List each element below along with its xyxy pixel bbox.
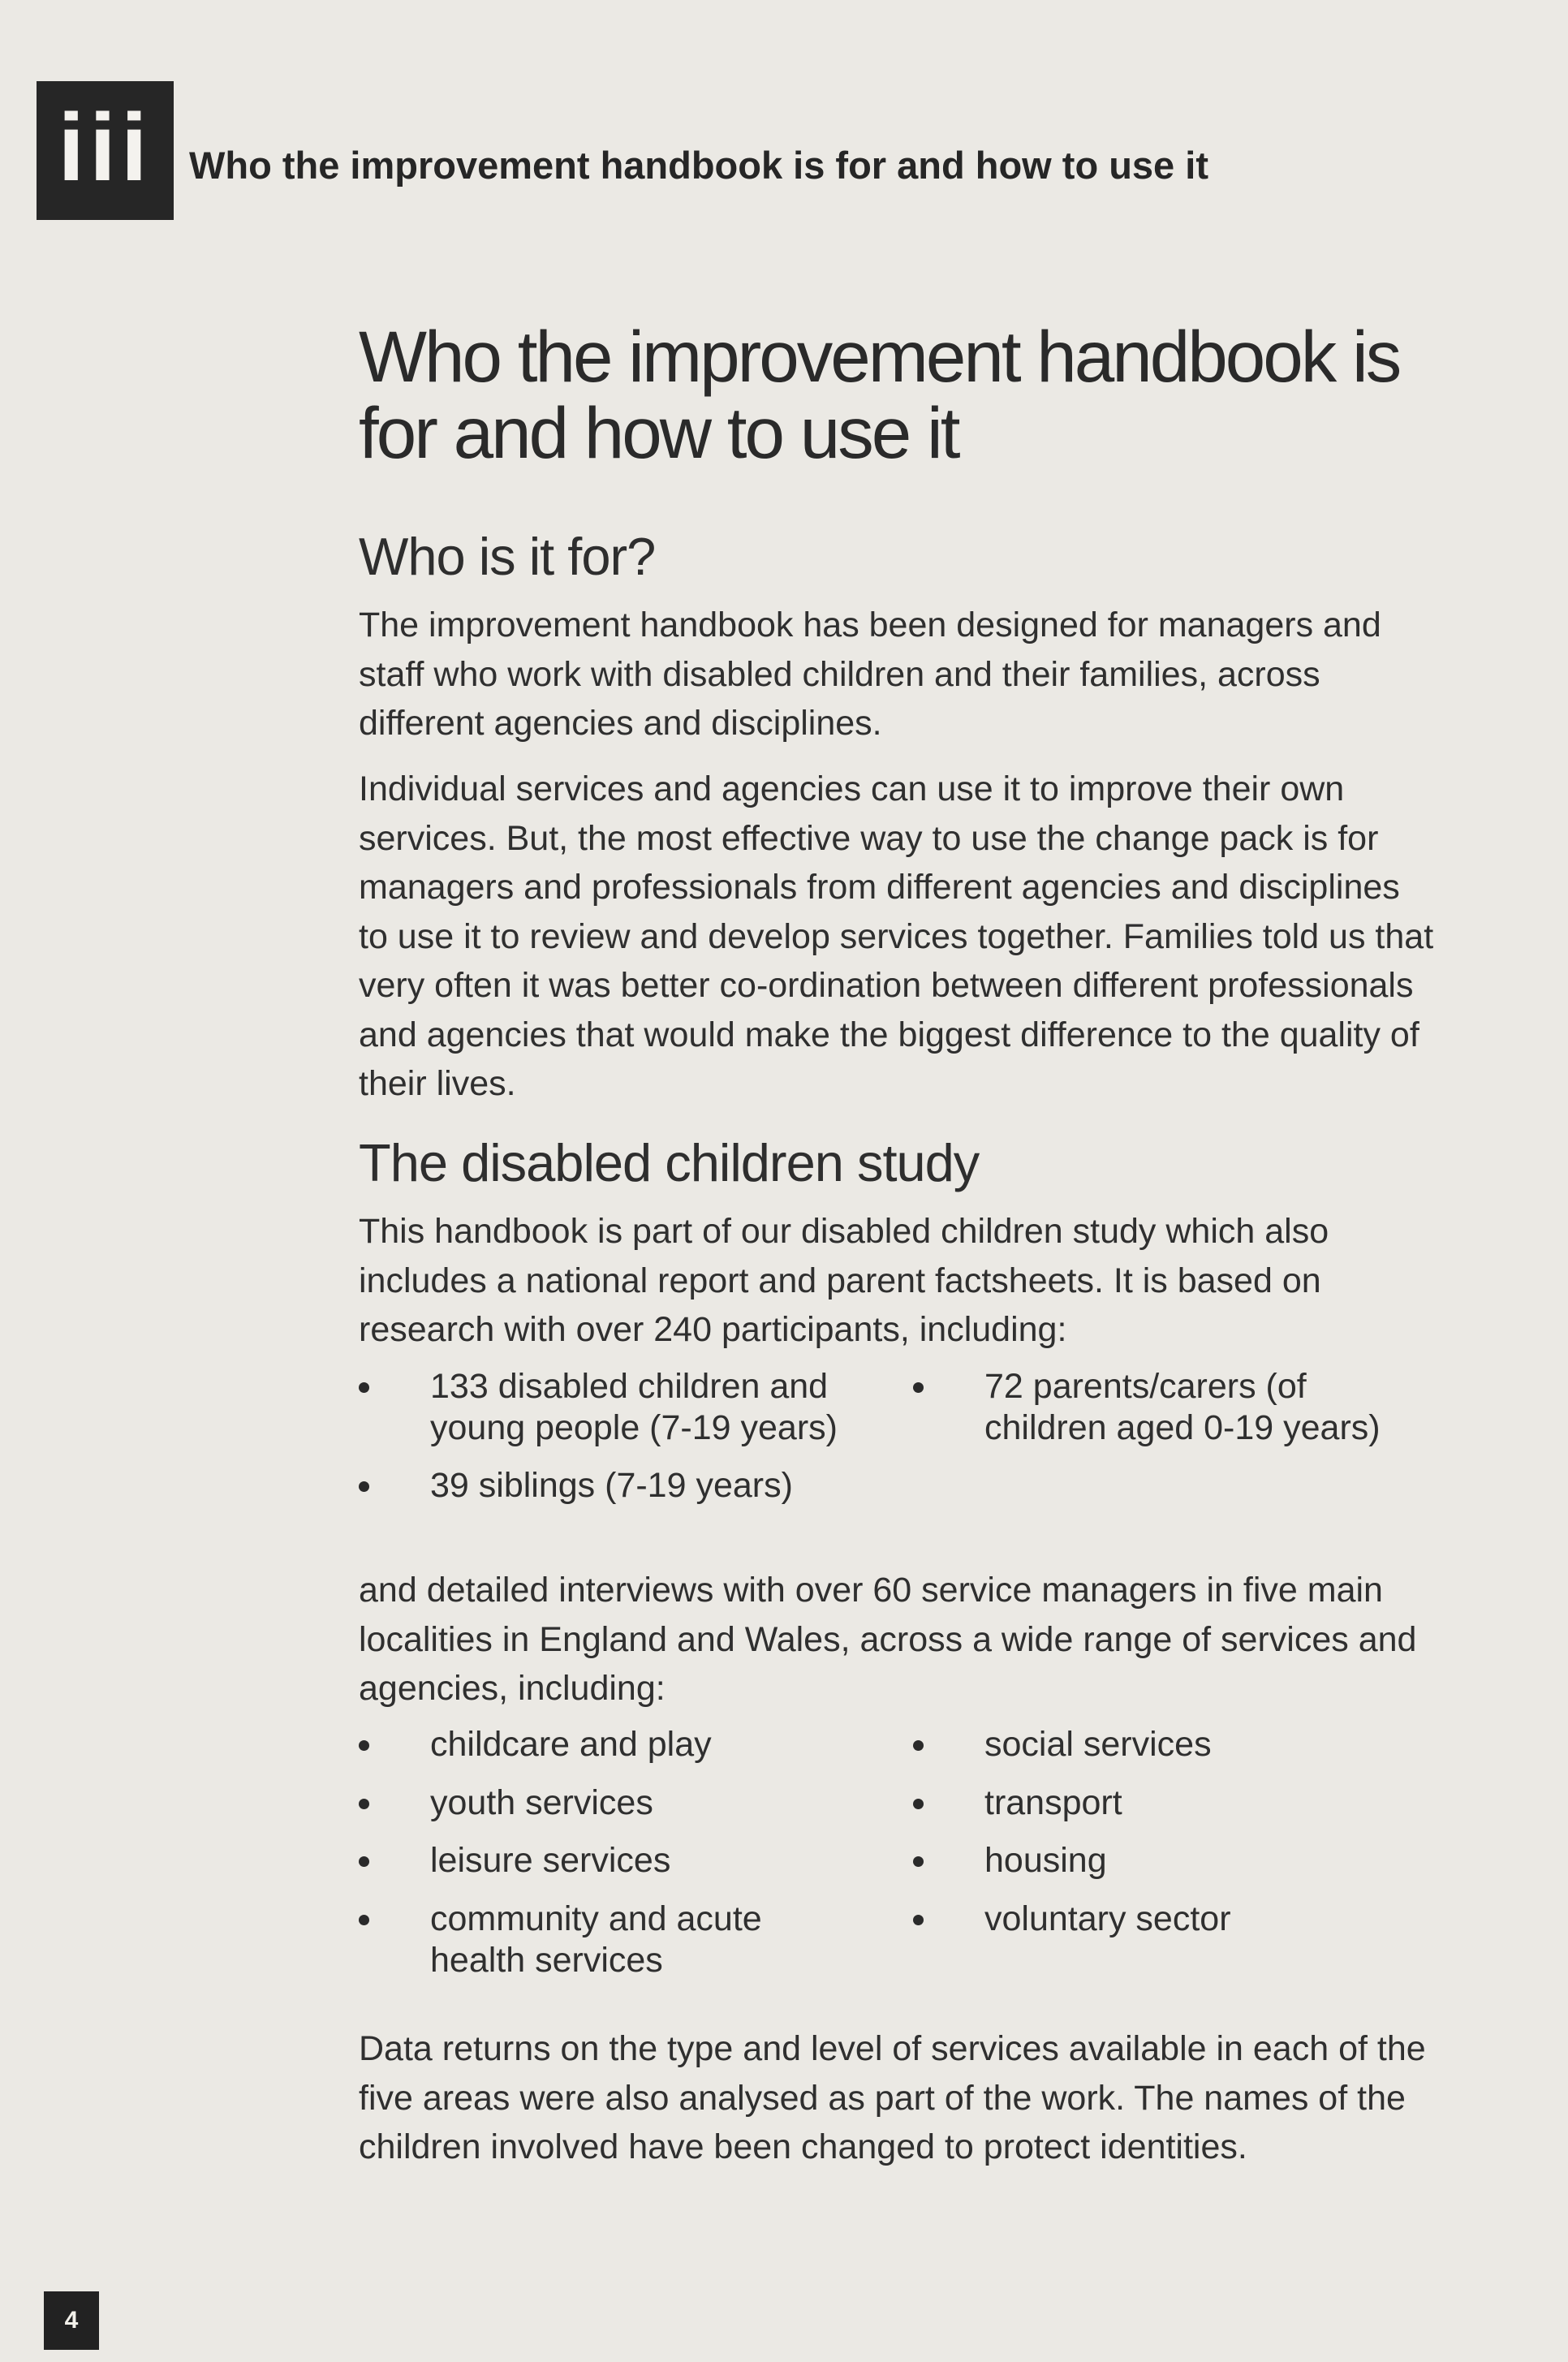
paragraph-study-closing: Data returns on the type and level of services available in each of the five areas were also analysed as part of the work. The names of the children involved have been changed to protect identities. — [359, 2029, 1426, 2166]
bullet-icon — [359, 1799, 369, 1809]
section-heading-study: The disabled children study — [359, 1133, 980, 1192]
paragraph-study-intro: This handbook is part of our disabled children study which also includes a national report and parent factsheets. It is based on research with over 240 participants, including: — [359, 1212, 1329, 1349]
page-number: 4 — [44, 2291, 99, 2350]
bullet-icon — [913, 1799, 924, 1809]
list-item-line: young people (7-19 years) — [430, 1408, 838, 1447]
bullet-icon — [359, 1382, 369, 1393]
list-item-line: housing — [984, 1841, 1107, 1880]
running-header-title: Who the improvement handbook is for and how to use it — [189, 144, 1208, 187]
bullet-icon — [359, 1856, 369, 1867]
list-item-line: social services — [984, 1725, 1212, 1764]
bullet-icon — [913, 1915, 924, 1925]
bullet-icon — [359, 1915, 369, 1925]
list-item-line: community and acute — [430, 1899, 762, 1938]
bullet-icon — [359, 1481, 369, 1492]
bullet-icon — [359, 1740, 369, 1751]
paragraph-who-2: Individual services and agencies can use it to improve their own services. But, the most effective way to use the change pack is for managers and professionals from different agencies and disciplines to use it to review and develop services together. Families told us that very often it was better co-ordination between different professionals and agencies that would make the biggest difference to the quality of their lives. — [359, 769, 1434, 1103]
list-item-line: transport — [984, 1783, 1122, 1822]
section-heading-who: Who is it for? — [359, 527, 656, 586]
list-item-line: 39 siblings (7-19 years) — [430, 1466, 793, 1505]
paragraph-who-1: The improvement handbook has been designed for managers and staff who work with disabled children and their families, across different agencies and disciplines. — [359, 606, 1381, 743]
bullet-icon — [913, 1740, 924, 1751]
paragraph-study-interviews: and detailed interviews with over 60 service managers in five main localities in England and Wales, across a wide range of services and agencies, including: — [359, 1571, 1417, 1708]
list-item-line: 133 disabled children and — [430, 1367, 829, 1406]
list-item-line: voluntary sector — [984, 1899, 1231, 1938]
list-item-line: youth services — [430, 1783, 653, 1822]
list-item-line: children aged 0-19 years) — [984, 1408, 1381, 1447]
bullet-icon — [913, 1856, 924, 1867]
list-item-line: leisure services — [430, 1841, 671, 1880]
section-badge-label: iii — [58, 93, 153, 201]
list-item-line: childcare and play — [430, 1725, 712, 1764]
list-item-line: health services — [430, 1941, 663, 1980]
bullet-icon — [913, 1382, 924, 1393]
list-item-line: 72 parents/carers (of — [984, 1367, 1307, 1406]
section-badge — [37, 81, 174, 220]
page-title: Who the improvement handbook is for and how to use it — [359, 316, 1400, 473]
